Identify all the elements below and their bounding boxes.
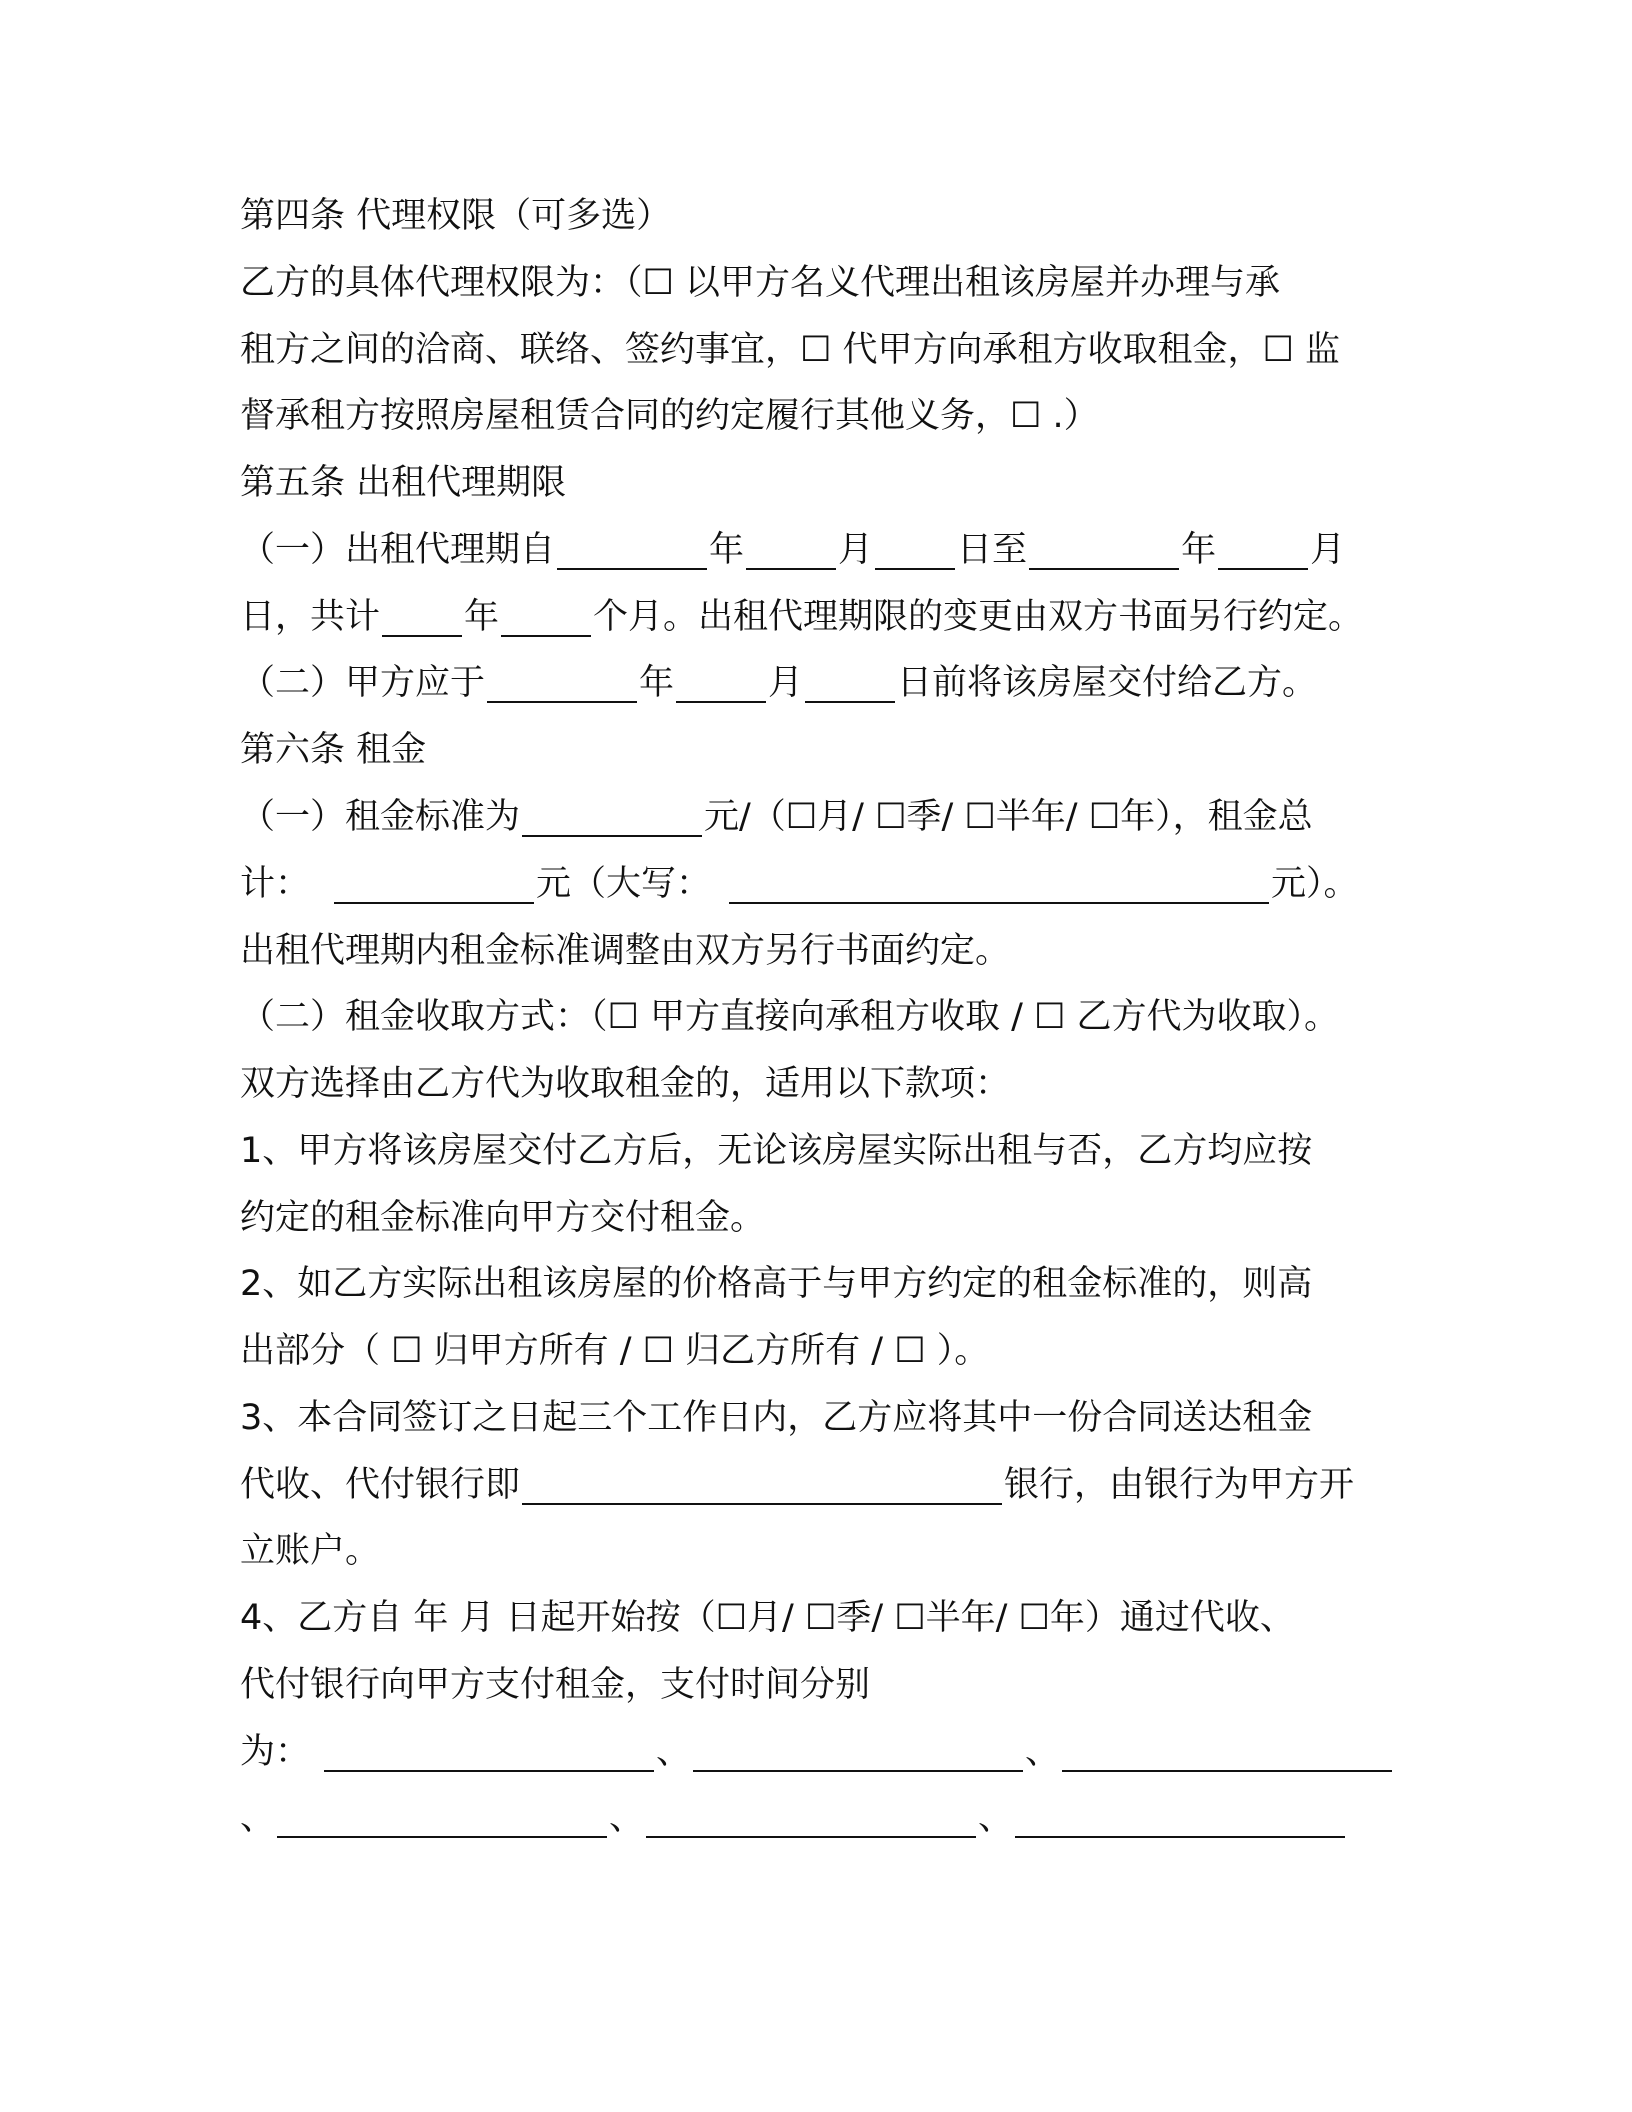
year-label: 年 (709, 530, 745, 570)
item4-line4 (240, 1798, 1347, 1838)
item4-line2: 代付银行向甲方支付租金，支付时间分别 (240, 1665, 871, 1705)
article6-collection-method: （二）租金收取方式：（☐ 甲方直接向承租方收取 / ☐ 乙方代为收取）。 (240, 997, 1340, 1037)
article5-title: 第五条 出租代理期限 (240, 463, 567, 503)
month-label: 月 (768, 663, 804, 703)
handover-text: 日前将该房屋交付给乙方。 (897, 663, 1318, 703)
handover-day-blank[interactable] (805, 665, 895, 703)
item2-line1: 2、如乙方实际出租该房屋的价格高于与甲方约定的租金标准的，则高 (240, 1264, 1313, 1304)
rent-standard-label: （一）租金标准为 (240, 797, 521, 837)
year-label: 年 (639, 663, 675, 703)
month-label: 月 (838, 530, 874, 570)
separator: 、 (656, 1732, 692, 1772)
item2-line2: 出部分（ ☐ 归甲方所有 / ☐ 归乙方所有 / ☐ ）。 (240, 1331, 990, 1371)
separator: 、 (609, 1798, 645, 1838)
rent-total-label: 计： (240, 864, 311, 904)
bank-name-blank[interactable] (522, 1467, 1002, 1505)
total-years-blank[interactable] (382, 599, 462, 637)
article6-text-line5: 双方选择由乙方代为收取租金的，适用以下款项： (240, 1064, 1011, 1104)
total-label: 日，共计 (240, 597, 381, 637)
article6-rent-line1 (240, 797, 1313, 837)
start-month-blank[interactable] (746, 532, 836, 570)
article4-text-line2: 租方之间的洽商、联络、签约事宜，☐ 代甲方向承租方收取租金，☐ 监 (240, 330, 1341, 370)
article6-rent-line2 (240, 864, 1359, 904)
months-text: 个月。出租代理期限的变更由双方书面另行约定。 (593, 597, 1364, 637)
separator: 、 (1025, 1732, 1061, 1772)
separator: 、 (240, 1798, 276, 1838)
article6-title: 第六条 租金 (240, 730, 427, 770)
rent-total-blank[interactable] (334, 866, 534, 904)
bank-text: 银行，由银行为甲方开 (1004, 1465, 1355, 1505)
payment-date-blank[interactable] (646, 1800, 976, 1838)
item4-line1: 4、乙方自 年 月 日起开始按（☐月/ ☐季/ ☐半年/ ☐年）通过代收、 (240, 1598, 1295, 1638)
payment-date-blank[interactable] (324, 1734, 654, 1772)
article5-term-line2 (240, 597, 1363, 637)
article6-text-line3: 出租代理期内租金标准调整由双方另行书面约定。 (240, 931, 1011, 971)
item3-line1: 3、本合同签订之日起三个工作日内，乙方应将其中一份合同送达租金 (240, 1398, 1313, 1438)
payment-date-blank[interactable] (693, 1734, 1023, 1772)
start-year-blank[interactable] (557, 532, 707, 570)
term-label: （一）出租代理期自 (240, 530, 556, 570)
rent-uppercase-label: 元（大写： (536, 864, 712, 904)
day-to-label: 日至 (957, 530, 1028, 570)
month-label: 月 (1310, 530, 1346, 570)
payment-date-blank[interactable] (1062, 1734, 1392, 1772)
article4-title: 第四条 代理权限（可多选） (240, 196, 672, 236)
year-label: 年 (464, 597, 500, 637)
end-year-blank[interactable] (1029, 532, 1179, 570)
item1-line2: 约定的租金标准向甲方交付租金。 (240, 1198, 766, 1238)
handover-label: （二）甲方应于 (240, 663, 486, 703)
payment-dates-label: 为： (240, 1732, 311, 1772)
end-month-blank[interactable] (1218, 532, 1308, 570)
rent-period-options: 元/（☐月/ ☐季/ ☐半年/ ☐年），租金总 (704, 797, 1313, 837)
item1-line1: 1、甲方将该房屋交付乙方后，无论该房屋实际出租与否，乙方均应按 (240, 1131, 1313, 1171)
item3-line3: 立账户。 (240, 1531, 381, 1571)
item4-line3 (240, 1732, 1394, 1772)
item3-line2 (240, 1465, 1354, 1505)
article5-term-line1 (240, 530, 1345, 570)
payment-date-blank[interactable] (1015, 1800, 1345, 1838)
rent-standard-blank[interactable] (522, 799, 702, 837)
handover-year-blank[interactable] (487, 665, 637, 703)
handover-month-blank[interactable] (676, 665, 766, 703)
year-label: 年 (1181, 530, 1217, 570)
start-day-blank[interactable] (875, 532, 955, 570)
separator: 、 (978, 1798, 1014, 1838)
article4-text-line1: 乙方的具体代理权限为：（☐ 以甲方名义代理出租该房屋并办理与承 (240, 263, 1281, 303)
rent-yuan-label: 元）。 (1271, 864, 1359, 904)
article5-handover-line (240, 663, 1317, 703)
total-months-blank[interactable] (501, 599, 591, 637)
article4-text-line3: 督承租方按照房屋租赁合同的约定履行其他义务，☐ .） (240, 396, 1099, 436)
payment-date-blank[interactable] (277, 1800, 607, 1838)
rent-uppercase-blank[interactable] (729, 866, 1269, 904)
bank-label: 代收、代付银行即 (240, 1465, 521, 1505)
